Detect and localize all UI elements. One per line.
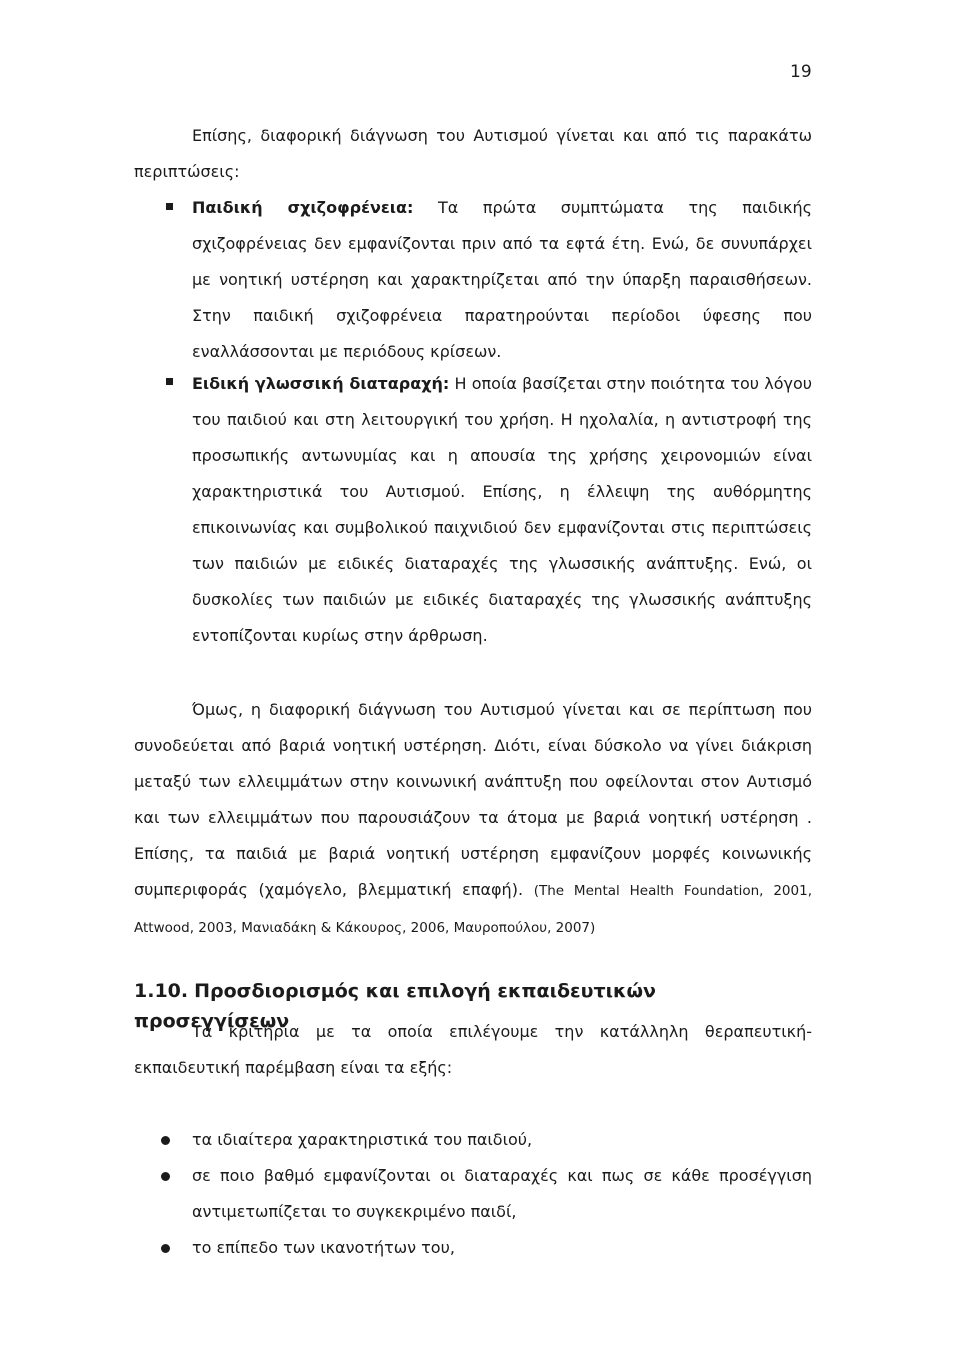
paragraph-text: Όμως, η διαφορική διάγνωση του Αυτισμού γίνεται και σε περίπτωση που συνοδεύεται από βαριά νοητική υστέρηση. Διότι, είναι δύσκολο να γίνει διάκριση μεταξύ των ελλειμμάτων στην κοινωνική ανάπτυξη που οφείλονται στον Αυτισμό και των ελλειμμάτων που παρουσιάζουν τα άτομα με βαριά νοητική υστέρηση . Επίσης, τα παιδιά με βαριά νοητική υστέρηση εμφανίζουν μορφές κοινωνικής συμπεριφοράς (χαμόγελο, βλεμματική επαφή). — [134, 700, 812, 899]
square-bullet — [166, 203, 173, 210]
square-bullet — [166, 378, 173, 385]
dot-bullet — [161, 1244, 170, 1253]
list-item-text: Τα πρώτα συμπτώματα της παιδικής σχιζοφρένειας δεν εμφανίζονται πριν από τα εφτά έτη. Ενώ, δε συνυπάρχει με νοητική υστέρηση και χαρακτηρίζεται από την ύπαρξη παραισθήσεων. Στην παιδική σχιζοφρένεια παρατηρούνται περίοδοι ύφεσης που εναλλάσσονται με περιόδους κρίσεων. — [192, 198, 813, 361]
list-item-term: Ειδική γλωσσική διαταραχή: — [192, 374, 450, 393]
citation: (The Mental Health Foundation, 2001, Attwood, 2003, Μανιαδάκη & Κάκουρος, 2006, Μαυροπούλου, 2007) — [134, 883, 812, 936]
dot-bullet — [161, 1136, 170, 1145]
list-item: το επίπεδο των ικανοτήτων του, — [192, 1238, 455, 1257]
list-item-term: Παιδική σχιζοφρένεια: — [192, 198, 414, 217]
list-item-specific-language-disorder — [192, 366, 812, 654]
criteria-paragraph: Τα κριτήρια με τα οποία επιλέγουμε την κατάλληλη θεραπευτική-εκπαιδευτική παρέμβαση είναι τα εξής: — [134, 1022, 812, 1077]
section-number: 1.10. — [134, 980, 189, 1002]
intro-paragraph: Επίσης, διαφορική διάγνωση του Αυτισμού γίνεται και από τις παρακάτω περιπτώσεις: — [134, 126, 812, 181]
list-item-childhood-schizophrenia — [192, 190, 812, 370]
list-item: τα ιδιαίτερα χαρακτηριστικά του παιδιού, — [192, 1130, 533, 1149]
page-number: 19 — [790, 62, 812, 82]
section-title: Προσδιορισμός και επιλογή εκπαιδευτικών προσεγγίσεων — [134, 980, 656, 1032]
list-item-text: Η οποία βασίζεται στην ποιότητα του λόγου του παιδιού και στη λειτουργική του χρήση. Η ηχολαλία, η αντιστροφή της προσωπικής αντωνυμίας και η απουσία της χρήσης χειρονομιών είναι χαρακτηριστικά του Αυτισμού. Επίσης, η έλλειψη της αυθόρμητης επικοινωνίας και συμβολικού παιχνιδιού δεν εμφανίζονται στις περιπτώσεις των παιδιών με ειδικές διαταραχές της γλωσσικής ανάπτυξης. Ενώ, οι δυσκολίες των παιδιών με ειδικές διαταραχές της γλωσσικής ανάπτυξης εντοπίζονται κυρίως στην άρθρωση. — [192, 374, 813, 645]
dot-bullet — [161, 1172, 170, 1181]
list-item: σε ποιο βαθμό εμφανίζονται οι διαταραχές και πως σε κάθε προσέγγιση αντιμετωπίζεται το συγκεκριμένο παιδί, — [192, 1166, 812, 1221]
differential-diagnosis-paragraph — [134, 692, 812, 946]
